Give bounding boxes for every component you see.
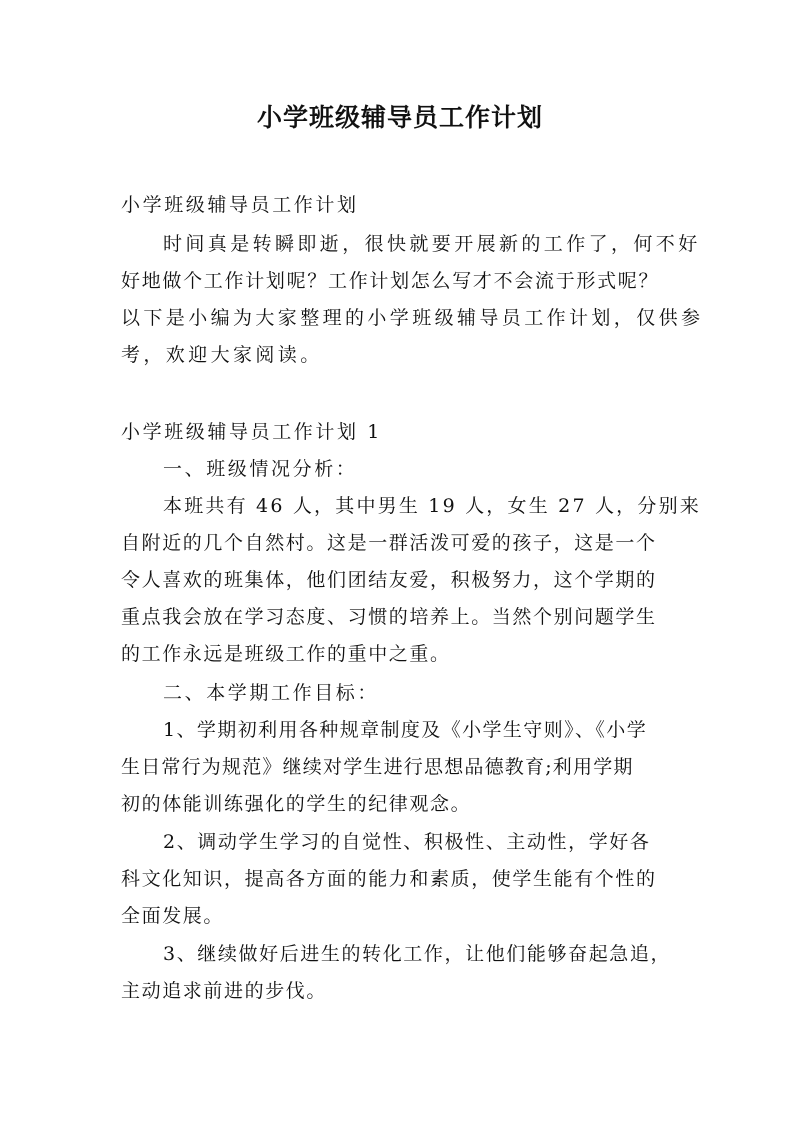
intro-line-1: 时间真是转瞬即逝，很快就要开展新的工作了，何不好 bbox=[163, 233, 701, 255]
intro-line-3: 以下是小编为大家整理的小学班级辅导员工作计划，仅供参 bbox=[121, 307, 704, 329]
para1-line-2: 自附近的几个自然村。这是一群活泼可爱的孩子，这是一个 bbox=[121, 532, 657, 554]
document-title: 小学班级辅导员工作计划 bbox=[256, 103, 543, 132]
para1-line-1: 本班共有 46 人，其中男生 19 人，女生 27 人，分别来 bbox=[163, 495, 701, 517]
goal3-line-1: 3、继续做好后进生的转化工作，让他们能够奋起急追， bbox=[163, 943, 672, 965]
para1-line-4: 重点我会放在学习态度、习惯的培养上。当然个别问题学生 bbox=[121, 606, 657, 628]
intro-line-4: 考，欢迎大家阅读。 bbox=[121, 344, 323, 366]
subtitle-line: 小学班级辅导员工作计划 bbox=[121, 194, 359, 216]
goal3-line-2: 主动追求前进的步伐。 bbox=[121, 980, 328, 1002]
section-heading: 小学班级辅导员工作计划 1 bbox=[121, 421, 382, 443]
goal1-line-3: 初的体能训练强化的学生的纪律观念。 bbox=[121, 793, 472, 815]
goal2-line-3: 全面发展。 bbox=[121, 905, 225, 927]
intro-line-2: 好地做个工作计划呢？工作计划怎么写才不会流于形式呢？ bbox=[121, 270, 660, 292]
item-heading-1: 一、班级情况分析： bbox=[163, 458, 358, 480]
goal1-line-2: 生日常行为规范》继续对学生进行思想品德教育;利用学期 bbox=[121, 756, 634, 778]
para1-line-5: 的工作永远是班级工作的重中之重。 bbox=[121, 643, 451, 665]
item-heading-2: 二、本学期工作目标： bbox=[163, 682, 380, 704]
para1-line-3: 令人喜欢的班集体，他们团结友爱，积极努力，这个学期的 bbox=[121, 569, 657, 591]
goal2-line-1: 2、调动学生学习的自觉性、积极性、主动性，学好各 bbox=[163, 831, 651, 853]
goal1-line-1: 1、学期初利用各种规章制度及《小学生守则》、《小学 bbox=[163, 719, 648, 741]
goal2-line-2: 科文化知识，提高各方面的能力和素质，使学生能有个性的 bbox=[121, 868, 657, 890]
